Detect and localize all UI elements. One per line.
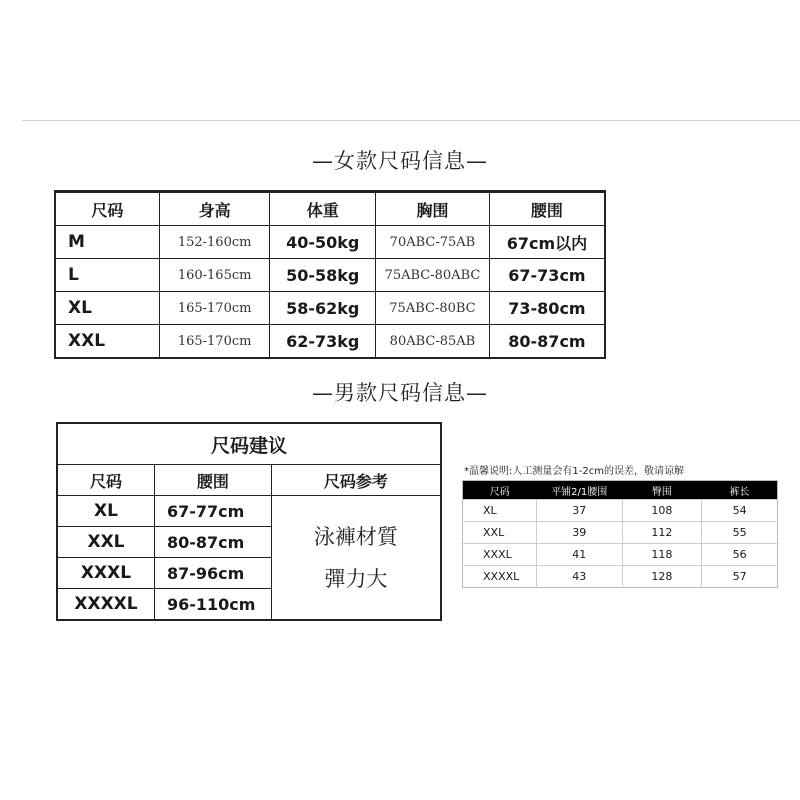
waist-cell: 80-87cm [489,325,605,359]
hip-cell: 108 [622,500,702,522]
header-length: 裤长 [702,481,778,500]
hip-cell: 118 [622,544,702,566]
size-advice-caption: 尺码建议 [57,423,441,465]
table-header-row [57,465,441,496]
half-waist-cell: 37 [536,500,622,522]
size-cell: XXXL [463,544,537,566]
size-cell: XXXXL [463,566,537,588]
waist-cell: 80-87cm [155,527,272,558]
table-row [55,259,605,292]
length-cell: 55 [702,522,778,544]
table-header-row [55,192,605,226]
size-cell: XXL [55,325,159,359]
size-cell: XL [55,292,159,325]
bust-cell: 75ABC-80BC [376,292,490,325]
half-waist-cell: 39 [536,522,622,544]
weight-cell: 50-58kg [270,259,376,292]
height-cell: 165-170cm [159,325,270,359]
header-bust: 胸围 [376,192,490,226]
waist-cell: 67-77cm [155,496,272,527]
waist-cell: 87-96cm [155,558,272,589]
size-cell: XL [57,496,155,527]
table-row [55,292,605,325]
height-cell: 152-160cm [159,226,270,259]
size-cell: XXXXL [57,589,155,621]
table-row [463,500,778,522]
measurement-table [462,480,778,588]
weight-cell: 40-50kg [270,226,376,259]
bust-cell: 75ABC-80ABC [376,259,490,292]
size-cell: L [55,259,159,292]
table-row [463,544,778,566]
header-size: 尺码 [57,465,155,496]
header-size: 尺码 [463,481,537,500]
size-cell: M [55,226,159,259]
table-row [55,325,605,359]
header-waist: 腰围 [489,192,605,226]
weight-cell: 62-73kg [270,325,376,359]
half-waist-cell: 41 [536,544,622,566]
size-cell: XXL [463,522,537,544]
waist-cell: 73-80cm [489,292,605,325]
reference-text-line2: 彈力大 [324,566,388,591]
header-height: 身高 [159,192,270,226]
size-cell: XXL [57,527,155,558]
size-cell: XXXL [57,558,155,589]
header-waist: 腰围 [155,465,272,496]
size-cell: XL [463,500,537,522]
weight-cell: 58-62kg [270,292,376,325]
height-cell: 160-165cm [159,259,270,292]
header-size: 尺码 [55,192,159,226]
header-weight: 体重 [270,192,376,226]
table-header-row [463,481,778,500]
waist-cell: 67-73cm [489,259,605,292]
top-divider [22,120,800,121]
table-row [463,522,778,544]
women-size-title: —女款尺码信息— [312,149,488,173]
length-cell: 54 [702,500,778,522]
men-size-table [56,422,442,621]
header-reference: 尺码参考 [271,465,441,496]
hip-cell: 128 [622,566,702,588]
table-row [55,226,605,259]
table-row [57,496,441,527]
hip-cell: 112 [622,522,702,544]
waist-cell: 67cm以内 [489,226,605,259]
height-cell: 165-170cm [159,292,270,325]
waist-cell: 96-110cm [155,589,272,621]
half-waist-cell: 43 [536,566,622,588]
header-hip: 臀围 [622,481,702,500]
bust-cell: 70ABC-75AB [376,226,490,259]
table-caption-row [57,423,441,465]
measurement-note: *温馨说明:人工测量会有1-2cm的误差，敬请谅解 [464,466,684,477]
men-size-title: —男款尺码信息— [312,381,488,405]
women-size-table [54,190,606,359]
reference-text-line1: 泳褲材質 [313,524,398,549]
length-cell: 57 [702,566,778,588]
length-cell: 56 [702,544,778,566]
header-half-waist: 平铺2/1腰围 [536,481,622,500]
bust-cell: 80ABC-85AB [376,325,490,359]
reference-cell [271,496,441,621]
table-row [463,566,778,588]
